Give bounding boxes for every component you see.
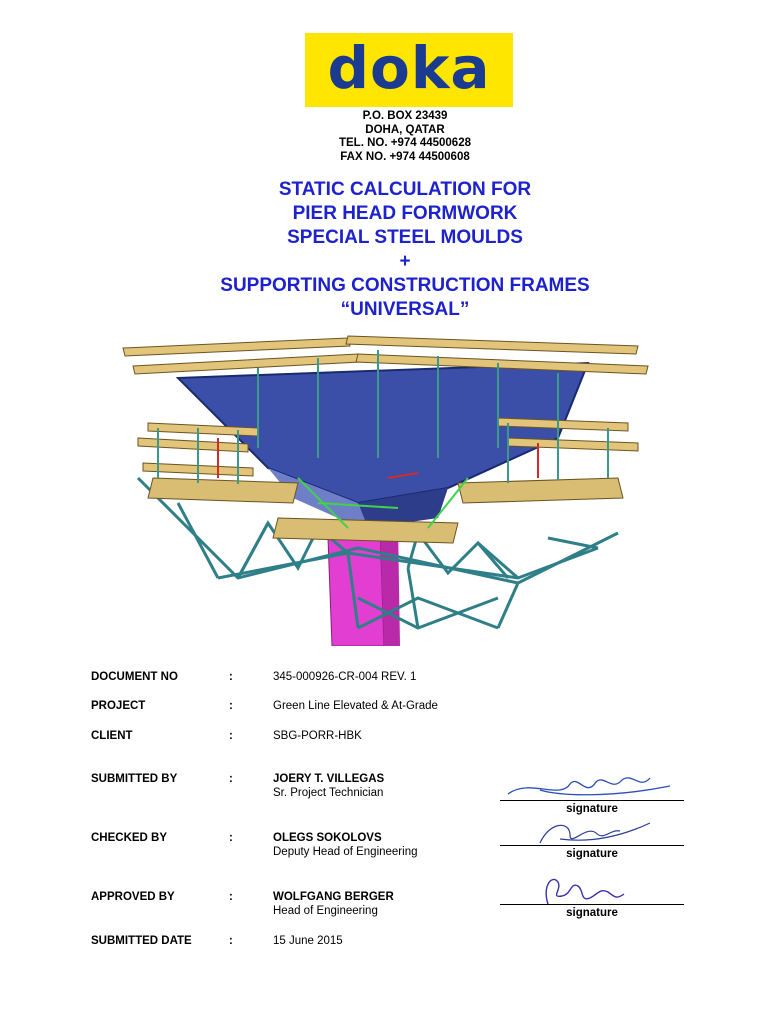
client-colon: : <box>229 730 233 742</box>
company-address <box>280 110 530 164</box>
submitted-by-colon: : <box>229 773 233 785</box>
submitted-by-label: SUBMITTED BY <box>91 773 178 785</box>
approved-by-signature-image <box>500 874 684 908</box>
submitted-by-value <box>273 773 384 799</box>
project-label: PROJECT <box>91 700 146 712</box>
approved-by-signature-line <box>500 904 684 905</box>
document-no-value: 345-000926-CR-004 REV. 1 <box>273 671 417 683</box>
project-colon: : <box>229 700 233 712</box>
project-value: Green Line Elevated & At-Grade <box>273 700 438 712</box>
checked-by-signature-line <box>500 845 684 846</box>
checked-by-name: OLEGS SOKOLOVS <box>273 832 382 844</box>
submitted-by-signature-label: signature <box>566 803 618 815</box>
checked-by-signature-label: signature <box>566 848 618 860</box>
submitted-by-signature-image <box>500 770 684 804</box>
pier-head-formwork-3d-render <box>118 328 658 646</box>
title-line-1: STATIC CALCULATION FOR <box>278 179 532 200</box>
submitted-date-label: SUBMITTED DATE <box>91 935 192 947</box>
client-label: CLIENT <box>91 730 133 742</box>
title-line-3: SPECIAL STEEL MOULDS <box>287 227 523 248</box>
checked-by-signature-block <box>500 815 684 865</box>
title-line-4: + <box>399 251 411 272</box>
approved-by-label: APPROVED BY <box>91 891 175 903</box>
title-line-5: SUPPORTING CONSTRUCTION FRAMES <box>220 275 590 296</box>
checked-by-label: CHECKED BY <box>91 832 168 844</box>
document-title <box>130 178 680 322</box>
address-fax: FAX NO. +974 44500608 <box>340 150 470 163</box>
approved-by-signature-block <box>500 874 684 924</box>
submitted-by-role: Sr. Project Technician <box>273 787 384 799</box>
checked-by-colon: : <box>229 832 233 844</box>
approved-by-signature-label: signature <box>566 907 618 919</box>
title-line-2: PIER HEAD FORMWORK <box>292 203 518 224</box>
submitted-by-signature-block <box>500 770 684 820</box>
document-no-label: DOCUMENT NO <box>91 671 178 683</box>
submitted-date-colon: : <box>229 935 233 947</box>
document-no-colon: : <box>229 671 233 683</box>
address-city: DOHA, QATAR <box>365 123 445 136</box>
title-line-6: “UNIVERSAL” <box>340 299 470 320</box>
submitted-by-signature-line <box>500 800 684 801</box>
client-value: SBG-PORR-HBK <box>273 730 362 742</box>
checked-by-role: Deputy Head of Engineering <box>273 846 418 858</box>
approved-by-value <box>273 891 394 917</box>
doka-logo <box>305 33 513 107</box>
address-po-box: P.O. BOX 23439 <box>362 110 448 122</box>
address-tel: TEL. NO. +974 44500628 <box>338 137 471 149</box>
submitted-date-value: 15 June 2015 <box>273 935 343 947</box>
submitted-by-name: JOERY T. VILLEGAS <box>273 773 385 785</box>
checked-by-signature-image <box>500 815 684 849</box>
approved-by-name: WOLFGANG BERGER <box>273 891 394 903</box>
checked-by-value <box>273 832 418 858</box>
logo-text: doka <box>327 34 491 102</box>
approved-by-colon: : <box>229 891 233 903</box>
approved-by-role: Head of Engineering <box>273 905 378 917</box>
